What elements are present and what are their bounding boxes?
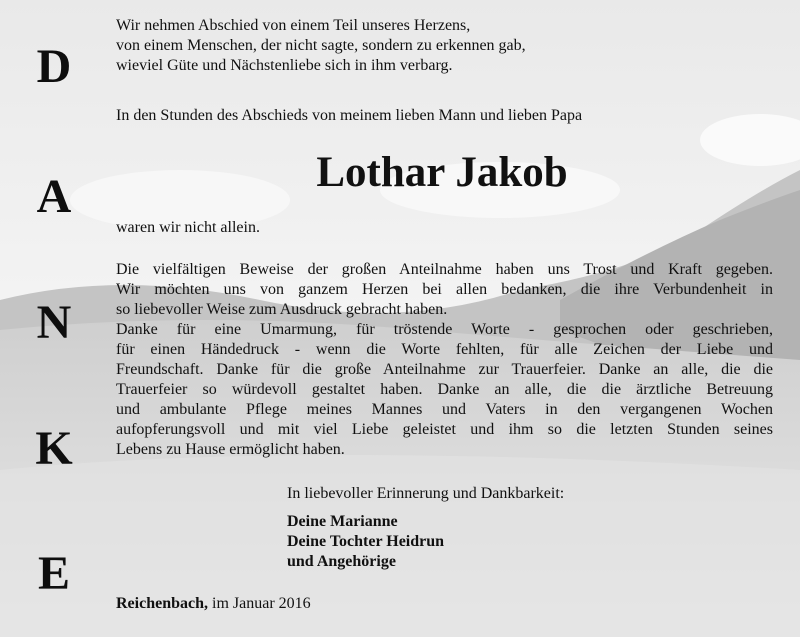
body-line: Lebens zu Hause ermöglicht haben. [116, 441, 345, 458]
intro-verse-line: von einem Menschen, der nicht sagte, sondern zu erkennen gab, [116, 37, 526, 54]
body-line: Trauerfeier so würdevoll gestaltet haben. Danke an alle, die die ärztliche Betreuung [116, 381, 773, 398]
danke-letter-k: K [35, 422, 73, 475]
lead-line: In den Stunden des Abschieds von meinem lieben Mann und lieben Papa [116, 107, 583, 124]
body-line: Danke für eine Umarmung, für tröstende Worte - gesprochen oder geschrieben, [116, 321, 773, 338]
danke-letter-n: N [36, 296, 72, 349]
body-line: so liebevoller Weise zum Ausdruck gebracht haben. [116, 301, 448, 318]
danke-letter-d: D [36, 40, 72, 93]
thanks-body [116, 260, 773, 460]
body-line: aufopferungsvoll und mit viel Liebe geleistet und ihm so die letzten Stunden seines [116, 421, 773, 438]
signatory: und Angehörige [287, 553, 396, 570]
closing-line: In liebevoller Erinnerung und Dankbarkeit: [287, 485, 565, 502]
place-date-line [116, 594, 311, 614]
signatory: Deine Tochter Heidrun [287, 533, 445, 550]
not-alone-line: waren wir nicht allein. [116, 219, 260, 236]
signatory: Deine Marianne [287, 513, 398, 530]
body-line: und ambulante Pflege meines Mannes und Vaters in den vergangenen Wochen [116, 401, 773, 418]
intro-verse [116, 16, 526, 76]
intro-verse-line: wieviel Güte und Nächstenliebe sich in ihm verbarg. [116, 57, 453, 74]
deceased-name: Lothar Jakob [316, 149, 568, 196]
body-line: für einen Händedruck - wenn die Worte fehlten, für alle Zeichen der Liebe und [116, 341, 773, 358]
body-line: Freundschaft. Danke für die große Anteilnahme zur Trauerfeier. Danke an alle, die die [116, 361, 773, 378]
place: Reichenbach, [116, 595, 208, 612]
intro-verse-line: Wir nehmen Abschied von einem Teil unseres Herzens, [116, 17, 471, 34]
danke-letter-e: E [37, 547, 70, 600]
body-line: Die vielfältigen Beweise der großen Anteilnahme haben uns Trost und Kraft gegeben. [116, 261, 773, 278]
body-line: Wir möchten uns von ganzem Herzen bei allen bedanken, die ihre Verbundenheit in [116, 281, 773, 298]
date: im Januar 2016 [212, 595, 311, 612]
danke-letter-a: A [36, 170, 72, 223]
signatories [287, 512, 444, 572]
